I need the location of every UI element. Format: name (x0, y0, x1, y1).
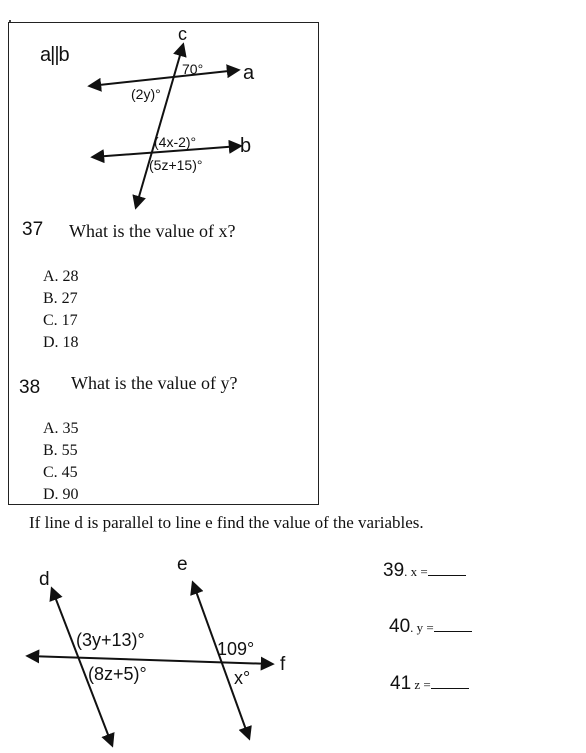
angle-3y-label: (3y+13)° (76, 630, 145, 650)
line-f-label: f (280, 654, 286, 675)
question-38-number: 38 (19, 377, 41, 398)
angle-70-label: 70° (182, 61, 204, 77)
line-a-label: a (243, 62, 255, 84)
answer-40 (389, 616, 472, 638)
angle-4x-label: (4x-2)° (154, 134, 197, 150)
angle-8z-label: (8z+5)° (88, 664, 147, 684)
answer-41 (390, 673, 469, 695)
choice-37-a[interactable]: A. 28 (43, 268, 79, 285)
question-37-number: 37 (22, 219, 44, 240)
question-37-text: What is the value of x? (69, 221, 236, 241)
line-a (90, 70, 238, 86)
choice-37-d[interactable]: D. 18 (43, 334, 79, 351)
choice-38-d[interactable]: D. 90 (43, 486, 79, 503)
choice-38-b[interactable]: B. 55 (43, 442, 78, 459)
question-38-choices (43, 418, 79, 506)
line-e (193, 583, 249, 738)
choice-37-b[interactable]: B. 27 (43, 290, 78, 307)
line-c-transversal (136, 45, 183, 207)
answer-39 (383, 560, 466, 582)
angle-2y-label: (2y)° (131, 86, 161, 102)
answer-39-number: 39 (383, 560, 405, 581)
question-38-text: What is the value of y? (71, 373, 238, 393)
choice-38-a[interactable]: A. 35 (43, 420, 79, 437)
answer-41-label: z = (411, 677, 431, 692)
line-c-label: c (178, 24, 187, 44)
answer-40-label: . y = (410, 620, 434, 635)
answer-39-label: . x = (404, 564, 428, 579)
choice-38-c[interactable]: C. 45 (43, 464, 78, 481)
answer-41-blank[interactable] (431, 676, 469, 689)
given-parallel-label: a||b (40, 44, 69, 66)
answer-41-number: 41 (390, 673, 412, 694)
angle-x-label: x° (234, 668, 251, 688)
line-d-label: d (39, 569, 50, 590)
line-b-label: b (240, 135, 252, 157)
answer-40-number: 40 (389, 616, 411, 637)
angle-5z-label: (5z+15)° (149, 157, 203, 173)
instruction-text: If line d is parallel to line e find the value of the variables. (29, 513, 424, 532)
answer-39-blank[interactable] (428, 563, 466, 576)
line-e-label: e (177, 554, 188, 575)
question-37-choices (43, 266, 79, 354)
angle-109-label: 109° (217, 639, 255, 659)
answer-40-blank[interactable] (434, 619, 472, 632)
choice-37-c[interactable]: C. 17 (43, 312, 78, 329)
